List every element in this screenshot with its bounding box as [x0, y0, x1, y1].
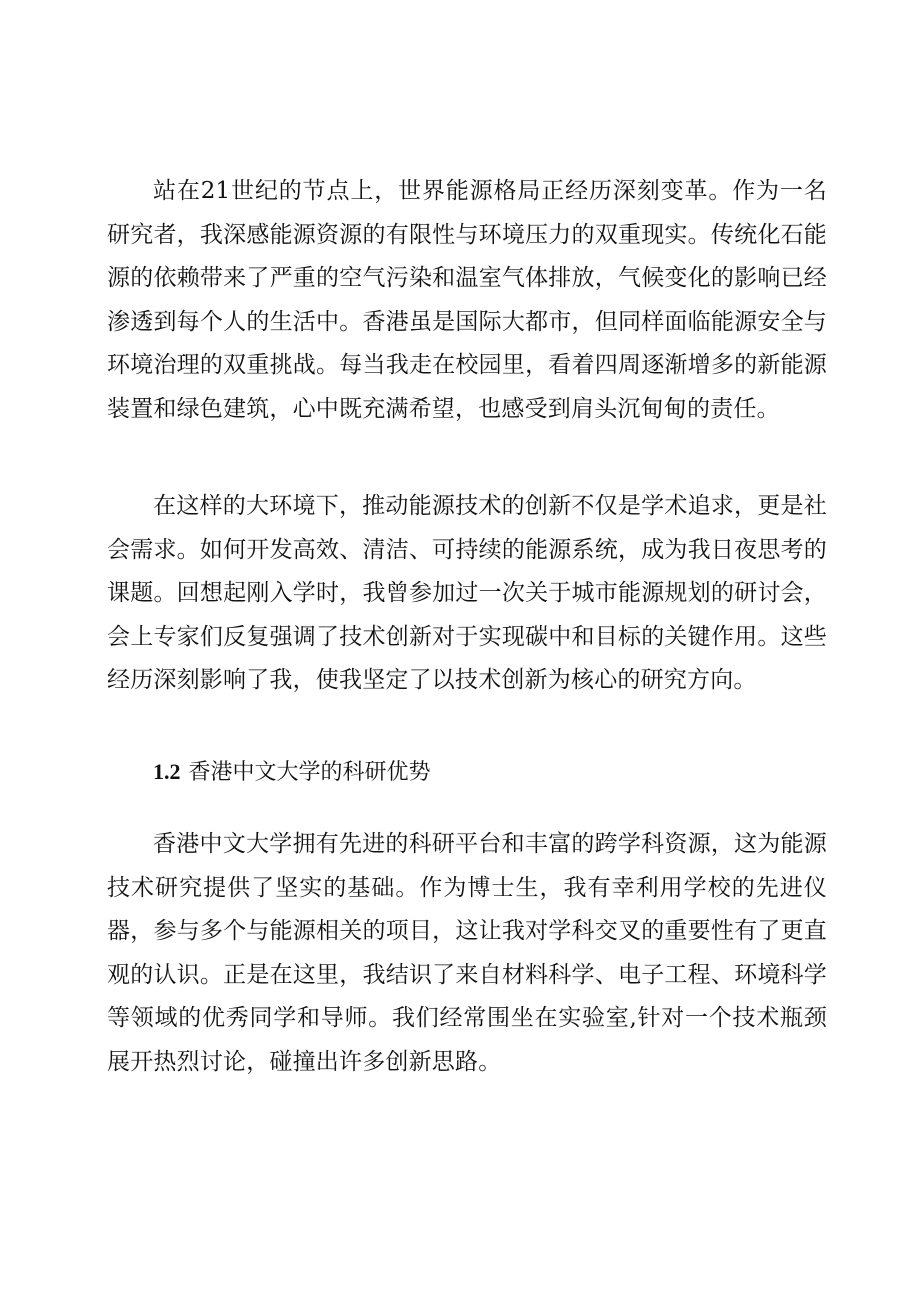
paragraph-2: 在这样的大环境下，推动能源技术的创新不仅是学术追求，更是社会需求。如何开发高效、清洁、可持续的能源系统，成为我日夜思考的课题。回想起刚入学时，我曾参加过一次关于城市能源规划的研讨会，会上专家们反复强调了技术创新对于实现碳中和目标的关键作用。这些经历深刻影响了我，使我坚定了以技术创新为核心的研究方向。: [107, 493, 827, 693]
paragraph-1: 站在21世纪的节点上，世界能源格局正经历深刻变革。作为一名研究者，我深感能源资源的有限性与环境压力的双重现实。传统化石能源的依赖带来了严重的空气污染和温室气体排放，气候变化的影响已经渗透到每个人的生活中。香港虽是国际大都市，但同样面临能源安全与环境治理的双重挑战。每当我走在校园里，看着四周逐渐增多的新能源装置和绿色建筑，心中既充满希望，也感受到肩头沉甸甸的责任。: [107, 178, 827, 422]
paragraph-3: 香港中文大学拥有先进的科研平台和丰富的跨学科资源，这为能源技术研究提供了坚实的基础。作为博士生，我有幸利用学校的先进仪器，参与多个与能源相关的项目，这让我对学科交叉的重要性有了更直观的认识。正是在这里，我结识了来自材料科学、电子工程、环境科学等领域的优秀同学和导师。我们经常围坐在实验室,针对一个技术瓶颈展开热烈讨论，碰撞出许多创新思路。: [107, 831, 827, 1075]
section-number: 1.2: [153, 759, 181, 784]
section-heading: [153, 757, 431, 788]
section-title: 香港中文大学的科研优势: [188, 760, 431, 785]
